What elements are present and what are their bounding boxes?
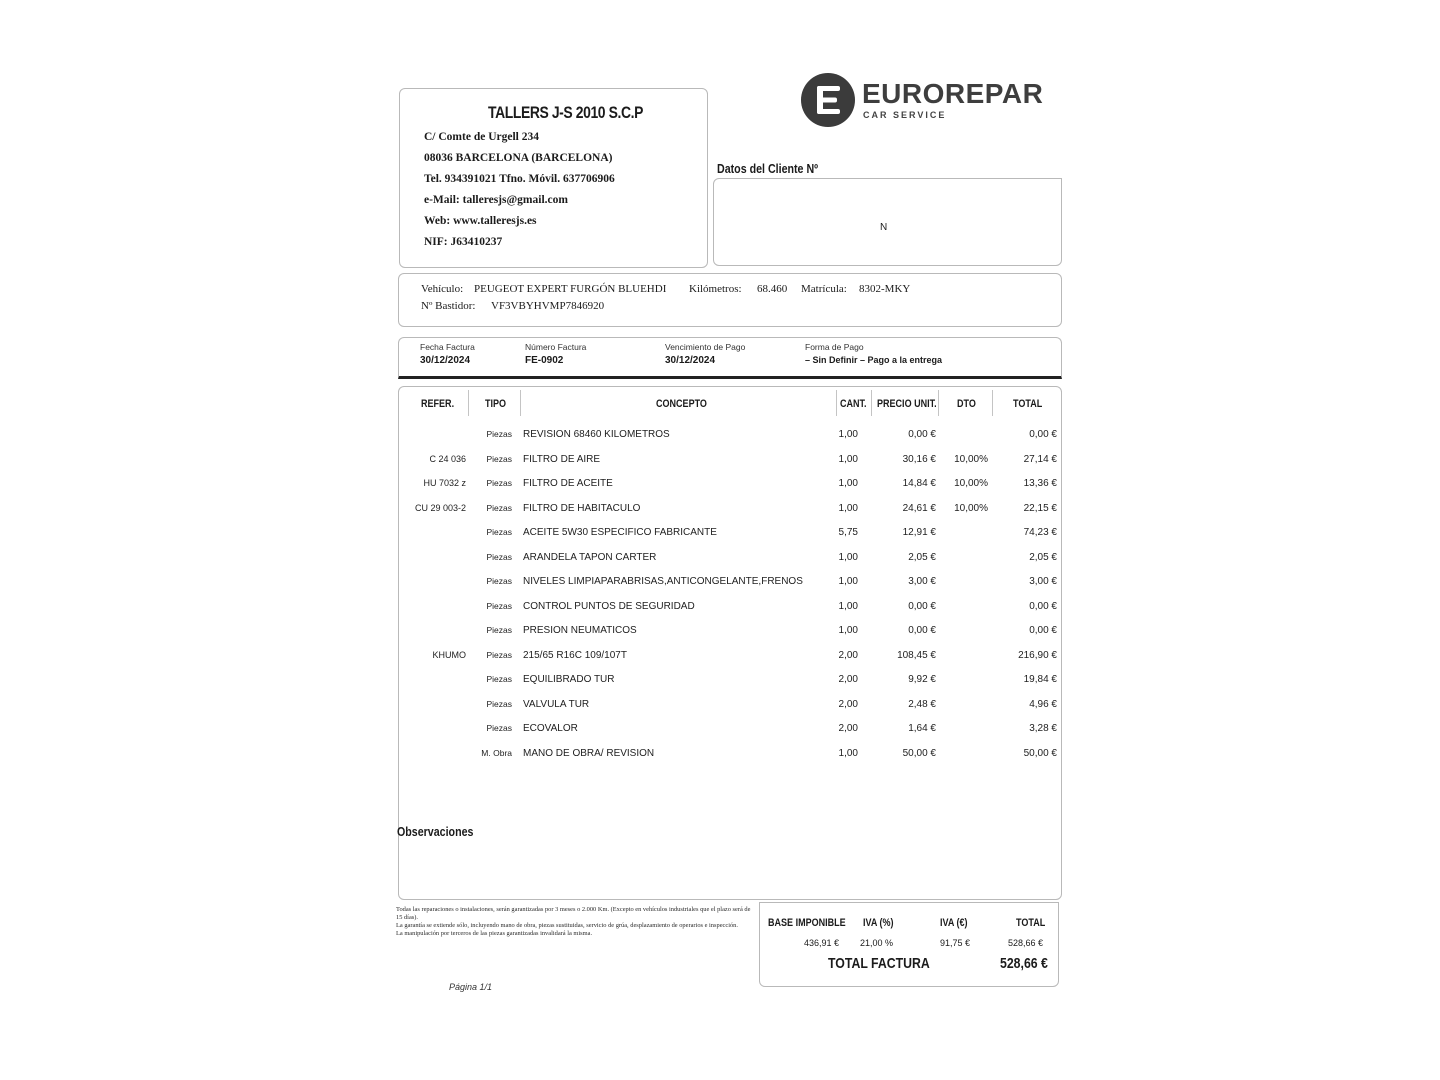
company-info-box bbox=[399, 88, 708, 268]
vat-percent-value: 21,00 % bbox=[860, 938, 894, 948]
total-value: 528,66 € bbox=[1008, 938, 1044, 948]
company-web: Web: www.talleresjs.es bbox=[424, 215, 537, 227]
row-concept: FILTRO DE ACEITE bbox=[523, 478, 613, 489]
row-qty: 1,00 bbox=[838, 747, 858, 759]
row-type: Piezas bbox=[486, 600, 512, 611]
header-unit-price: PRECIO UNIT. bbox=[877, 398, 937, 410]
base-taxable-value: 436,91 € bbox=[804, 938, 840, 948]
header-qty: CANT. bbox=[840, 398, 867, 410]
company-email: e-Mail: talleresjs@gmail.com bbox=[424, 194, 568, 206]
row-concept: VALVULA TUR bbox=[523, 698, 590, 710]
page-number: Página 1/1 bbox=[449, 982, 493, 992]
warranty-line-1: Todas las reparaciones o instalaciones, serán garantizadas por 3 meses o 2.000 Km. (Excepto en vehículos industriales que el plazo será de 15 días). bbox=[396, 906, 751, 921]
row-unit-price: 0,00 € bbox=[908, 625, 936, 636]
row-concept: REVISION 68460 KILOMETROS bbox=[523, 429, 670, 440]
row-total: 19,84 € bbox=[1023, 674, 1057, 685]
row-discount: 10,00% bbox=[954, 478, 988, 489]
row-concept: 215/65 R16C 109/107T bbox=[523, 649, 627, 661]
row-qty: 1,00 bbox=[838, 502, 858, 514]
row-concept: ARANDELA TAPON CARTER bbox=[523, 551, 657, 563]
row-qty: 1,00 bbox=[838, 453, 858, 465]
observations-label: Observaciones bbox=[397, 824, 474, 839]
row-type: Piezas bbox=[486, 453, 512, 464]
km-label: Kilómetros: bbox=[689, 283, 742, 295]
row-type: Piezas bbox=[486, 698, 512, 709]
logo-wordmark: EUROREPAR bbox=[862, 78, 1044, 109]
row-discount: 10,00% bbox=[954, 453, 988, 465]
row-qty: 1,00 bbox=[838, 625, 858, 636]
row-concept: MANO DE OBRA/ REVISION bbox=[523, 747, 655, 759]
row-type: Piezas bbox=[486, 478, 512, 488]
header-ref: REFER. bbox=[421, 398, 455, 410]
row-type: Piezas bbox=[486, 551, 512, 562]
row-total: 13,36 € bbox=[1023, 478, 1057, 489]
row-concept: PRESION NEUMATICOS bbox=[523, 625, 637, 636]
company-city: 08036 BARCELONA (BARCELONA) bbox=[424, 152, 613, 164]
row-ref: CU 29 003-2 bbox=[414, 502, 466, 513]
warranty-line-3: La manipulación por terceros de las piezas garantizadas invalidará la misma. bbox=[396, 930, 593, 937]
grand-total-label: TOTAL FACTURA bbox=[828, 955, 930, 972]
row-ref: KHUMO bbox=[432, 649, 466, 660]
row-qty: 1,00 bbox=[838, 576, 858, 587]
row-total: 4,96 € bbox=[1029, 698, 1057, 710]
invoice-number-label: Número Factura bbox=[525, 342, 587, 352]
vat-percent-label: IVA (%) bbox=[863, 917, 894, 929]
row-qty: 2,00 bbox=[838, 649, 858, 661]
row-qty: 1,00 bbox=[838, 551, 858, 563]
row-qty: 5,75 bbox=[838, 527, 858, 538]
header-type: TIPO bbox=[485, 398, 507, 410]
chassis-label: Nº Bastidor: bbox=[421, 300, 476, 312]
row-type: Piezas bbox=[486, 576, 512, 586]
row-total: 0,00 € bbox=[1029, 600, 1057, 612]
row-qty: 2,00 bbox=[838, 674, 858, 685]
row-type: Piezas bbox=[486, 429, 512, 439]
due-date-value: 30/12/2024 bbox=[665, 355, 716, 366]
plate-value: 8302-MKY bbox=[859, 283, 911, 295]
row-unit-price: 50,00 € bbox=[902, 747, 936, 759]
row-type: Piezas bbox=[486, 527, 512, 537]
vat-amount-label: IVA (€) bbox=[940, 917, 968, 929]
logo-subtitle: CAR SERVICE bbox=[863, 110, 947, 120]
row-unit-price: 24,61 € bbox=[902, 502, 936, 514]
header-concept: CONCEPTO bbox=[656, 398, 707, 410]
row-type: M. Obra bbox=[481, 747, 512, 758]
row-qty: 2,00 bbox=[838, 723, 858, 734]
company-name: TALLERS J-S 2010 S.C.P bbox=[488, 103, 643, 122]
row-unit-price: 9,92 € bbox=[908, 674, 936, 685]
row-unit-price: 12,91 € bbox=[902, 527, 936, 538]
row-total: 3,00 € bbox=[1029, 576, 1057, 587]
plate-label: Matrícula: bbox=[801, 283, 847, 295]
invoice-date-label: Fecha Factura bbox=[420, 342, 475, 352]
row-type: Piezas bbox=[486, 625, 512, 635]
row-unit-price: 3,00 € bbox=[908, 576, 936, 587]
row-total: 216,90 € bbox=[1018, 649, 1057, 661]
row-unit-price: 2,05 € bbox=[908, 551, 936, 563]
row-total: 2,05 € bbox=[1029, 551, 1057, 563]
row-type: Piezas bbox=[486, 502, 512, 513]
row-discount: 10,00% bbox=[954, 502, 988, 514]
eurorepar-logo bbox=[800, 72, 1050, 130]
row-concept: ECOVALOR bbox=[523, 723, 578, 734]
row-concept: CONTROL PUNTOS DE SEGURIDAD bbox=[523, 600, 695, 612]
client-mark: N bbox=[880, 222, 888, 233]
row-concept: FILTRO DE AIRE bbox=[523, 453, 601, 465]
row-ref: HU 7032 z bbox=[423, 478, 466, 488]
warranty-note bbox=[396, 906, 758, 938]
row-type: Piezas bbox=[486, 674, 512, 684]
vehicle-value: PEUGEOT EXPERT FURGÓN BLUEHDI bbox=[474, 283, 667, 295]
row-unit-price: 0,00 € bbox=[908, 429, 936, 440]
chassis-value: VF3VBYHVMP7846920 bbox=[491, 300, 605, 312]
row-concept: NIVELES LIMPIAPARABRISAS,ANTICONGELANTE,FRENOS bbox=[523, 576, 803, 587]
client-data-label: Datos del Cliente Nº bbox=[717, 161, 819, 176]
company-nif: NIF: J63410237 bbox=[424, 236, 503, 248]
row-type: Piezas bbox=[486, 723, 512, 733]
row-unit-price: 30,16 € bbox=[902, 453, 936, 465]
vehicle-label: Vehículo: bbox=[421, 283, 464, 295]
row-unit-price: 2,48 € bbox=[908, 698, 936, 710]
row-total: 0,00 € bbox=[1029, 429, 1057, 440]
row-concept: ACEITE 5W30 ESPECIFICO FABRICANTE bbox=[523, 527, 717, 538]
due-date-label: Vencimiento de Pago bbox=[665, 342, 746, 352]
row-qty: 1,00 bbox=[838, 600, 858, 612]
row-qty: 1,00 bbox=[838, 429, 858, 440]
header-total: TOTAL bbox=[1013, 398, 1043, 410]
row-qty: 2,00 bbox=[838, 698, 858, 710]
km-value: 68.460 bbox=[757, 283, 788, 295]
row-total: 0,00 € bbox=[1029, 625, 1057, 636]
header-discount: DTO bbox=[957, 398, 976, 410]
vat-amount-value: 91,75 € bbox=[940, 938, 971, 948]
row-ref: C 24 036 bbox=[429, 453, 466, 464]
invoice-number-value: FE-0902 bbox=[525, 355, 564, 366]
row-unit-price: 108,45 € bbox=[897, 649, 936, 661]
base-taxable-label: BASE IMPONIBLE bbox=[768, 917, 846, 929]
payment-method-label: Forma de Pago bbox=[805, 342, 864, 352]
company-address: C/ Comte de Urgell 234 bbox=[424, 131, 539, 143]
row-total: 22,15 € bbox=[1023, 502, 1057, 514]
invoice-date-value: 30/12/2024 bbox=[420, 355, 471, 366]
row-concept: EQUILIBRADO TUR bbox=[523, 674, 615, 685]
row-total: 74,23 € bbox=[1023, 527, 1057, 538]
grand-total-value: 528,66 € bbox=[1000, 955, 1048, 972]
row-total: 50,00 € bbox=[1023, 747, 1057, 759]
row-type: Piezas bbox=[486, 649, 512, 660]
row-total: 27,14 € bbox=[1023, 453, 1057, 465]
row-unit-price: 1,64 € bbox=[908, 723, 936, 734]
total-label: TOTAL bbox=[1016, 917, 1046, 929]
payment-method-value: – Sin Definir – Pago a la entrega bbox=[805, 355, 943, 365]
client-data-box bbox=[713, 178, 1062, 266]
warranty-line-2: La garantía se extiende sólo, incluyendo mano de obra, piezas sustituidas, servicio de grúa, desplazamiento de operarios e inspección. bbox=[396, 922, 738, 929]
eurorepar-emblem-icon bbox=[800, 72, 856, 128]
row-qty: 1,00 bbox=[838, 478, 858, 489]
row-unit-price: 14,84 € bbox=[902, 478, 936, 489]
row-total: 3,28 € bbox=[1029, 723, 1057, 734]
company-phone: Tel. 934391021 Tfno. Móvil. 637706906 bbox=[424, 173, 615, 185]
row-unit-price: 0,00 € bbox=[908, 600, 936, 612]
invoice-info-box bbox=[398, 337, 1062, 379]
vehicle-info-box bbox=[398, 273, 1062, 327]
row-concept: FILTRO DE HABITACULO bbox=[523, 502, 641, 514]
